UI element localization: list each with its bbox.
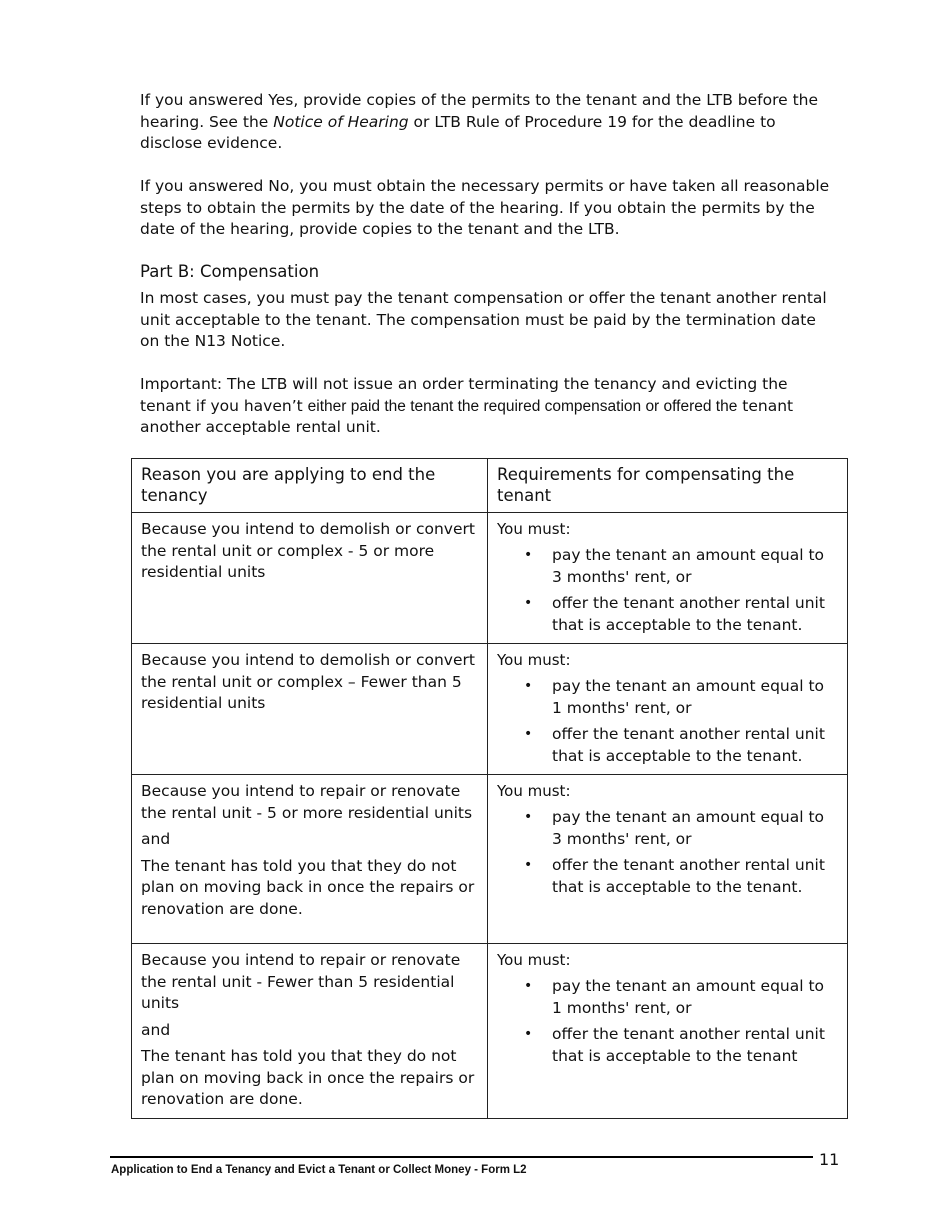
reason-cell [132,775,488,944]
bullet-icon: • [524,595,533,611]
you-must-label: You must: [497,520,571,538]
page-number: 11 [819,1150,840,1169]
requirements-cell [488,513,848,644]
requirements-cell [488,944,848,1119]
reason-condition: The tenant has told you that they do not plan on moving back in once the repairs or renovation are done. [141,1047,475,1108]
list-item: • pay the tenant an amount equal to 1 months' rent, or [524,977,825,1017]
notice-of-hearing-reference: Notice of Hearing [273,112,409,131]
you-must-label: You must: [497,651,571,669]
list-item: • offer the tenant another rental unit that is acceptable to the tenant. [524,856,825,896]
requirements-list [497,676,838,767]
table-row [132,513,848,644]
list-item: • offer the tenant another rental unit that is acceptable to the tenant. [524,594,825,634]
table-row [132,944,848,1119]
reason-text: Because you intend to repair or renovate the rental unit - Fewer than 5 residential units [141,951,461,1012]
compensation-table [131,458,848,1119]
compensation-paragraph: In most cases, you must pay the tenant compensation or offer the tenant another rental unit acceptable to the tenant. The compensation must be paid by the termination date on the N13 Notice. [140,289,827,350]
reason-cell [132,944,488,1119]
bullet-icon: • [524,809,533,825]
permits-yes-paragraph: If you answered Yes, provide copies of the permits to the tenant and the LTB before the hearing. See the Notice of Hearing or LTB Rule of Procedure 19 for the deadline to disclose evidence. [140,91,819,152]
permits-no-paragraph: If you answered No, you must obtain the necessary permits or have taken all reasonable steps to obtain the permits by the date of the hearing. If you obtain the permits by the date of the hearing, provide copies to the tenant and the LTB. [140,177,830,238]
table-row [132,775,848,944]
reason-text: Because you intend to demolish or convert the rental unit or complex - 5 or more residential units [141,520,475,581]
bullet-icon: • [524,978,533,994]
you-must-label: You must: [497,951,571,969]
reason-text: Because you intend to repair or renovate the rental unit - 5 or more residential units [141,782,473,822]
header-requirements: Requirements for compensating the tenant [488,459,848,513]
requirements-cell [488,644,848,775]
important-label: Important: [140,375,223,393]
requirements-list [497,807,838,898]
bullet-icon: • [524,678,533,694]
and-connector: and [141,1020,171,1039]
bullet-icon: • [524,726,533,742]
header-reason: Reason you are applying to end the tenancy [132,459,488,513]
reason-cell [132,513,488,644]
footer-form-title: Application to End a Tenancy and Evict a Tenant or Collect Money - Form L2 [111,1164,527,1176]
part-b-heading: Part B: Compensation [140,262,320,281]
table-row [132,644,848,775]
bullet-icon: • [524,857,533,873]
requirements-cell [488,775,848,944]
list-item: • offer the tenant another rental unit that is acceptable to the tenant. [524,725,825,765]
list-item: • pay the tenant an amount equal to 3 months' rent, or [524,546,825,586]
footer-divider [110,1156,813,1158]
list-item: • pay the tenant an amount equal to 3 months' rent, or [524,808,825,848]
list-item: • pay the tenant an amount equal to 1 months' rent, or [524,677,825,717]
reason-text: Because you intend to demolish or convert the rental unit or complex – Fewer than 5 residential units [141,651,475,712]
important-note: Important: The LTB will not issue an order terminating the tenancy and evicting the tenant if you haven’t either paid the tenant the required compensation or offered the tenant another acceptable rental unit. [140,375,794,436]
list-item: • offer the tenant another rental unit that is acceptable to the tenant [524,1025,825,1065]
reason-condition: The tenant has told you that they do not plan on moving back in once the repairs or renovation are done. [141,856,475,918]
and-connector: and [141,830,171,848]
you-must-label: You must: [497,782,571,800]
reason-cell [132,644,488,775]
requirements-list [497,545,838,636]
table-header-row [132,459,848,513]
bullet-icon: • [524,547,533,563]
bullet-icon: • [524,1026,533,1042]
requirements-list [497,976,838,1067]
